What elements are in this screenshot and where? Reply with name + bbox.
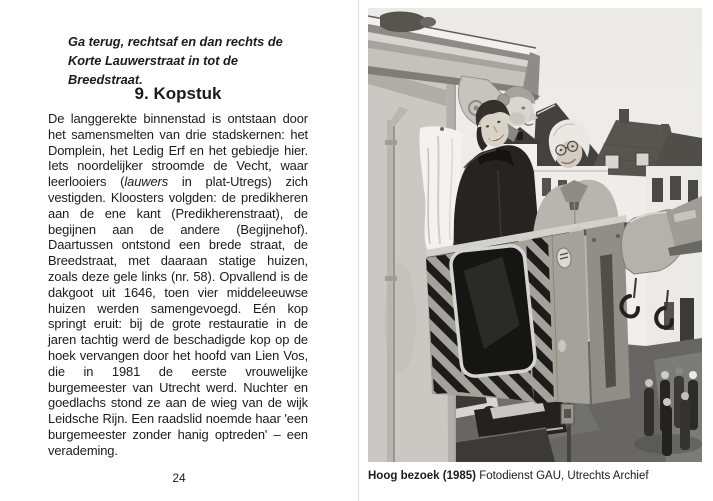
body-italic-word: lauwers [124,174,169,190]
body-text [48,111,308,459]
photo-figure [368,8,702,483]
body-part-2: in plat-Utregs) zich vestigden. Kloosters volgden: de predikheren aan de ene kant (Predikherenstraat), de begijnen aan de andere (Begijnehof). Daartussen ontstond een brede straat, de Breedstraat, met daaraan statige huizen, zoals deze gele links (nr. 58). Opvallend is de dakgoot uit 1646, toen vier middeleeuwse huizen werden samengevoegd. Eén kop springt eruit: bij de grote restauratie in de jaren tachtig werd de beschadigde kop op de hoek vervangen door het hoofd van Lien Vos, die in 1981 de eerste vrouwelijke burgemeester van Utrecht werd. Nuchter en goedlachs stond ze aan de wieg van de wijk Leidsche Rijn. Een raadslid noemde haar 'een burgemeester zonder hanig optreden' – een verademing. [48,174,309,458]
body-part-1: De langgerekte binnenstad is ontstaan door het samensmelten van drie stadskernen: het Domplein, het Ledig Erf en het gebiedje hier. Iets noordelijker stroomde de Vecht, waar leerlooiers ( [48,111,308,190]
caption-credit: Fotodienst GAU, Utrechts Archief [476,470,649,482]
doorway [680,298,694,344]
dormer-window [636,153,649,166]
chapter-heading: 9. Kopstuk [134,84,222,103]
page-number: 24 [172,471,186,485]
route-instruction: Ga terug, rechtsaf en dan rechts de Korte Lauwerstraat in tot de Breedstraat. [68,34,283,87]
right-page [359,0,713,501]
photo-caption [368,469,702,483]
photo-hoog-bezoek [368,8,702,462]
caption-title: Hoog bezoek (1985) [368,470,476,482]
